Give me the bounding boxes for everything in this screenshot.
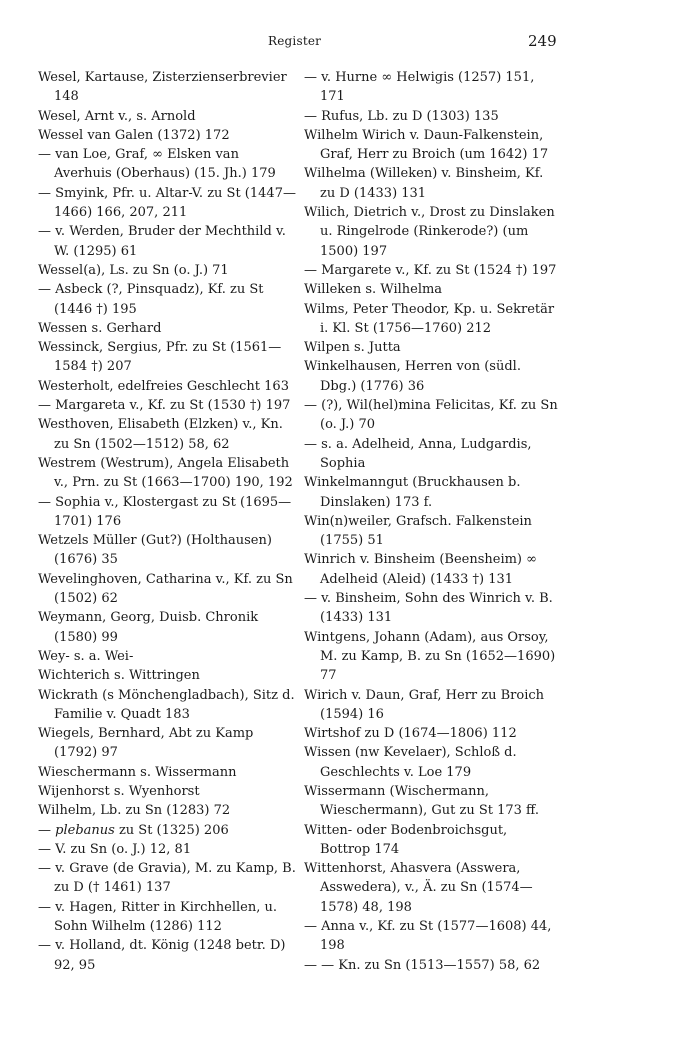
index-entry: Wissermann (Wischermann, Wieschermann), Gut zu St 173 ff.	[304, 783, 539, 819]
entry-text: —	[38, 822, 56, 838]
index-entry: Win(n)weiler, Grafsch. Falkenstein (1755) 51	[304, 513, 532, 549]
index-entry: — Rufus, Lb. zu D (1303) 135	[304, 108, 499, 124]
italic-term: plebanus	[55, 822, 115, 838]
running-head	[0, 34, 700, 56]
index-entry: Wirtshof zu D (1674—1806) 112	[304, 726, 517, 742]
index-entry: — van Loe, Graf, ∞ Elsken van Averhuis (Oberhaus) (15. Jh.) 179	[38, 147, 276, 182]
index-entry: — — Kn. zu Sn (1513—1557) 58, 62	[304, 957, 541, 973]
index-entry: Wesel, Arnt v., s. Arnold	[38, 108, 196, 124]
index-entry: Wieschermann s. Wissermann	[38, 764, 237, 780]
index-entry: — Anna v., Kf. zu St (1577—1608) 44, 198	[304, 919, 552, 954]
index-entry: — v. Hurne ∞ Helwigis (1257) 151, 171	[304, 70, 535, 105]
index-entry: Westrem (Westrum), Angela Elisabeth v., Prn. zu St (1663—1700) 190, 192	[38, 455, 293, 491]
index-entry: — v. Grave (de Gravia), M. zu Kamp, B. zu D († 1461) 137	[38, 861, 296, 896]
index-entry: Winrich v. Binsheim (Beensheim) ∞ Adelheid (Aleid) (1433 †) 131	[304, 552, 537, 587]
index-entry: Wirich v. Daun, Graf, Herr zu Broich (1594) 16	[304, 687, 545, 722]
index-entry	[38, 821, 298, 840]
index-entry: Wessen s. Gerhard	[38, 320, 162, 336]
index-entry: Wilms, Peter Theodor, Kp. u. Sekretär i. Kl. St (1756—1760) 212	[304, 301, 555, 336]
index-entry: Westerholt, edelfreies Geschlecht 163	[38, 378, 289, 394]
index-entry: Wickrath (s Mönchengladbach), Sitz d. Familie v. Quadt 183	[38, 687, 295, 722]
index-entry: Wittenhorst, Ahasvera (Asswera, Asswedera), v., Ä. zu Sn (1574—1578) 48, 198	[304, 861, 533, 915]
index-entry: Wiegels, Bernhard, Abt zu Kamp (1792) 97	[38, 726, 254, 761]
index-entry: Wessel van Galen (1372) 172	[38, 127, 230, 143]
index-entry: Winkelhausen, Herren von (südl. Dbg.) (1776) 36	[304, 359, 521, 394]
index-entry: — V. zu Sn (o. J.) 12, 81	[38, 841, 192, 857]
index-entry: — (?), Wil(hel)mina Felicitas, Kf. zu Sn (o. J.) 70	[304, 398, 558, 433]
index-entry: Willeken s. Wilhelma	[304, 282, 443, 298]
index-entry: — s. a. Adelheid, Anna, Ludgardis, Sophia	[304, 436, 532, 471]
index-entry: — v. Hagen, Ritter in Kirchhellen, u. Sohn Wilhelm (1286) 112	[38, 899, 277, 935]
index-entry: Westhoven, Elisabeth (Elzken) v., Kn. zu Sn (1502—1512) 58, 62	[38, 417, 283, 452]
index-entry: Wetzels Müller (Gut?) (Holthausen) (1676) 35	[38, 533, 272, 568]
index-entry: Wesel, Kartause, Zisterzienserbrevier 148	[38, 70, 287, 105]
entry-text: zu St (1325) 206	[114, 822, 229, 838]
index-entry: Wilhelma (Willeken) v. Binsheim, Kf. zu D (1433) 131	[304, 166, 544, 201]
index-entry: Wessinck, Sergius, Pfr. zu St (1561—1584 †) 207	[38, 340, 282, 375]
index-entry: Wilpen s. Jutta	[304, 340, 401, 356]
index-entry: — v. Holland, dt. König (1248 betr. D) 92, 95	[38, 938, 286, 973]
index-entry: Wilhelm Wirich v. Daun-Falkenstein, Graf, Herr zu Broich (um 1642) 17	[304, 127, 549, 163]
index-entry: — Smyink, Pfr. u. Altar-V. zu St (1447—1466) 166, 207, 211	[38, 185, 296, 221]
index-column-left	[38, 68, 298, 975]
index-entry: Wintgens, Johann (Adam), aus Orsoy, M. zu Kamp, B. zu Sn (1652—1690) 77	[304, 629, 556, 684]
page-number: 249	[528, 32, 557, 50]
index-entry: Witten- oder Bodenbroichsgut, Bottrop 174	[304, 822, 508, 857]
index-entry: Wevelinghoven, Catharina v., Kf. zu Sn (1502) 62	[38, 571, 293, 607]
index-entry: — v. Werden, Bruder der Mechthild v. W. (1295) 61	[38, 224, 286, 259]
index-entry: — Asbeck (?, Pinsquadz), Kf. zu St (1446 †) 195	[38, 282, 264, 317]
index-entry: Winkelmanngut (Bruckhausen b. Dinslaken) 173 f.	[304, 475, 521, 510]
index-entry: Wessel(a), Ls. zu Sn (o. J.) 71	[38, 262, 229, 278]
index-entry: Wey- s. a. Wei-	[38, 648, 134, 664]
index-entry: Weymann, Georg, Duisb. Chronik (1580) 99	[38, 610, 259, 645]
index-entry: Wilich, Dietrich v., Drost zu Dinslaken u. Ringelrode (Rinkerode?) (um 1500) 197	[304, 205, 555, 259]
index-entry: Wijenhorst s. Wyenhorst	[38, 783, 200, 799]
running-title: Register	[268, 34, 322, 48]
index-entry: Wilhelm, Lb. zu Sn (1283) 72	[38, 803, 231, 819]
index-column-right	[304, 68, 560, 975]
index-entry: — Margareta v., Kf. zu St (1530 †) 197	[38, 398, 291, 414]
index-entry: Wissen (nw Kevelaer), Schloß d. Geschlechts v. Loe 179	[304, 745, 517, 780]
index-entry: — v. Binsheim, Sohn des Winrich v. B. (1433) 131	[304, 591, 553, 626]
index-entry: — Sophia v., Klostergast zu St (1695—1701) 176	[38, 494, 292, 529]
index-entry: Wichterich s. Wittringen	[38, 668, 200, 684]
index-entry: — Margarete v., Kf. zu St (1524 †) 197	[304, 262, 557, 278]
